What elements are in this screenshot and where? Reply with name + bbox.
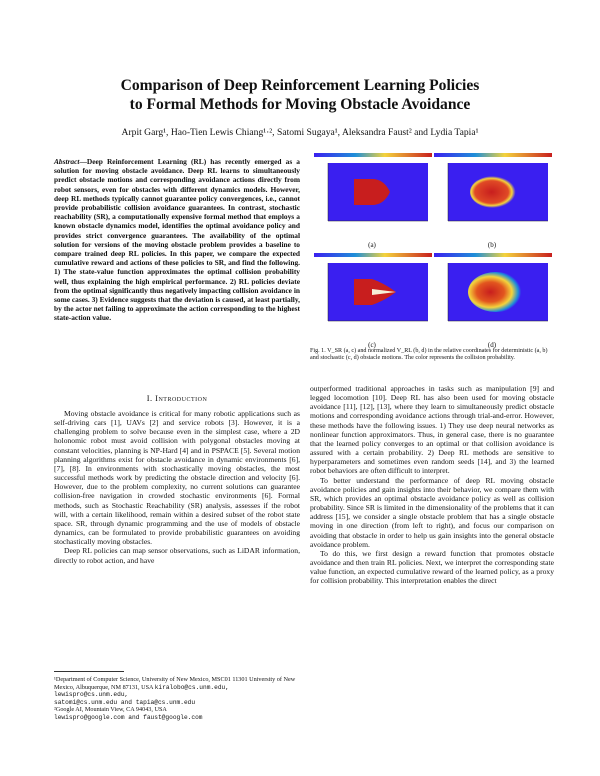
panel-c-label: (c) <box>368 341 376 349</box>
footnote-2 <box>54 706 300 721</box>
footnote-2-affiliation: ²Google AI, Mountain View, CA 94043, USA <box>54 706 167 714</box>
intro-right-paragraph-2: To better understand the performance of deep RL moving obstacle avoidance policies and gain insights into their behavior, we compare them with SR, which provides an optimal obstacle avoidance policy as well as collision probability. Since SR is limited in the dimensionality of the problems that it can address [15], we consider a single obstacle problem that has a single obstacle moving in one direction (from left to right), and focus our comparison on avoiding that obstacle in order to help us gain insights into the general obstacle avoidance problem. <box>310 475 554 549</box>
panel-d-label: (d) <box>487 341 497 349</box>
panel-b-collision-region <box>470 176 518 208</box>
footnote-1-emails-2: satomi@cs.unm.edu and tapia@cs.unm.edu <box>54 698 196 706</box>
section-heading: I. Introduction <box>146 394 208 403</box>
intro-right-paragraph-1: outperformed traditional approaches in tasks such as manipulation [9] and legged locomotion [10]. Deep RL has also been used for moving obstacle avoidance [11], [12], [13], where they learn to simultaneously predict obstacle motions and corresponding avoidance actions through trial-and-error. However, these methods have the following issues. 1) They use deep neural networks as nonlinear function approximators. Thus, in general case, there is no guarantee that the learned policy converges to an optimal or that collision avoidance is assured with a certain probability. 2) Deep RL methods are sensitive to hyperparameters and sometimes even random seeds [14], and 3) the learned robot behaviors are often difficult to interpret. <box>310 384 554 476</box>
panel-b-plot <box>434 153 552 231</box>
panel-c-colorbar <box>314 253 432 257</box>
panel-b-label: (b) <box>487 241 497 249</box>
panel-d-colorbar <box>434 253 552 257</box>
footnote-rule <box>54 671 124 672</box>
footnote-1-affiliation: ¹Department of Computer Science, University of New Mexico, MSC01 11301 University of New Mexico, Albuquerque, NM 87131, USA <box>54 676 296 691</box>
figure-panel-d <box>434 253 552 331</box>
intro-paragraph-1: Moving obstacle avoidance is critical for many robotic applications such as self-driving cars [1], UAVs [2] and service robots [3]. However, it is a challenging problem to solve because even in the simplest case, where a 2D holonomic robot must avoid collision with polygonal obstacles moving at constant velocities, planning is NP-Hard [4] and in PSPACE [5]. Several motion planning algorithms exist for obstacle avoidance in dynamic environments [6], [7], [8]. In environments with stochastically moving obstacles, the most successful methods work by predicting the obstacle direction and velocity [6]. However, due to the problem complexity, no current solutions can guarantee collision-free navigation in crowded stochastic environments [6]. Formal methods, such as Stochastic Reachability (SR) analysis, assesses if the robot will, with a certain likelihood, remain within a desired subset of the robot state space. SR, through dynamic programming and the use of models of obstacle dynamics, can be formulated to provide probabilistic guarantees on avoiding stochastically moving obstacles. <box>54 409 300 547</box>
author-list: Arpit Garg¹, Hao-Tien Lewis Chiang¹·², Satomi Sugaya¹, Aleksandra Faust² and Lydia Tapia¹ <box>121 127 479 138</box>
title-line-2: to Formal Methods for Moving Obstacle Avoidance <box>129 96 471 113</box>
intro-paragraph-2: Deep RL policies can map sensor observations, such as LiDAR information, directly to robot action, and have <box>54 546 300 565</box>
intro-right-column <box>310 384 554 585</box>
panel-d-plot <box>434 253 552 331</box>
figure-caption: Fig. 1. V_SR (a, c) and normalized V_RL (b, d) in the relative coordinates for deterministic (a, b) and stochastic (c, d) obstacle motions. The color represents the collision probability. <box>310 348 548 362</box>
footnote-2-emails: lewispro@google.com and faust@google.com <box>54 713 203 721</box>
figure-panel-c <box>314 253 432 331</box>
panel-a-label: (a) <box>368 241 376 249</box>
panel-a-colorbar <box>314 153 432 157</box>
abstract <box>54 157 300 323</box>
figure-panel-b <box>434 153 552 231</box>
abstract-lead: Abstract <box>54 157 80 166</box>
figure-panel-a <box>314 153 432 231</box>
footnote-1-emails: kiralobo@cs.unm.edu, lewispro@cs.unm.edu, <box>54 683 229 699</box>
footnotes <box>54 676 300 722</box>
footnote-1 <box>54 676 300 706</box>
panel-b-colorbar <box>434 153 552 157</box>
intro-right-paragraph-3: To do this, we first design a reward function that promotes obstacle avoidance and then train RL policies. Next, we interpret the corresponding state value function, an expected cumulative reward of the learned policy, as a proxy for collision probability. This interpretation enables the direct <box>310 548 554 586</box>
intro-left-column <box>54 409 300 565</box>
paper-title <box>40 76 560 114</box>
panel-c-plot <box>314 253 432 331</box>
abstract-text: —Deep Reinforcement Learning (RL) has recently emerged as a solution for moving obstacle avoidance. Deep RL learns to simultaneously predict obstacle motions and corresponding avoidance actions directly from robot sensors, even for obstacles with different dynamics models. However, deep RL methods typically cannot guarantee policy convergences, i.e., cannot provide probabilistic collision avoidance guarantees. In contrast, stochastic reachability (SR), a computationally expensive formal method that employs a known obstacle dynamics model, identifies the optimal avoidance policy and provides strict convergence guarantees. The availability of the optimal solution for versions of the moving obstacle problem provides a baseline to compare trained deep RL policies. In this paper, we compare the expected cumulative reward and actions of these policies to SR, and find the following. 1) The state-value function approximates the optimal collision probability well, thus explaining the high empirical performance. 2) RL policies deviate from the optimal significantly thus negatively impacting collision avoidance in some cases. 3) Evidence suggests that the deviation is caused, at least partially, by the actor net failing to approximate the action corresponding to the highest state-action value. <box>54 157 300 323</box>
panel-d-collision-region <box>468 272 524 312</box>
figure-1 <box>310 153 554 355</box>
panel-a-plot <box>314 153 432 231</box>
title-line-1: Comparison of Deep Reinforcement Learning Policies <box>120 77 480 94</box>
